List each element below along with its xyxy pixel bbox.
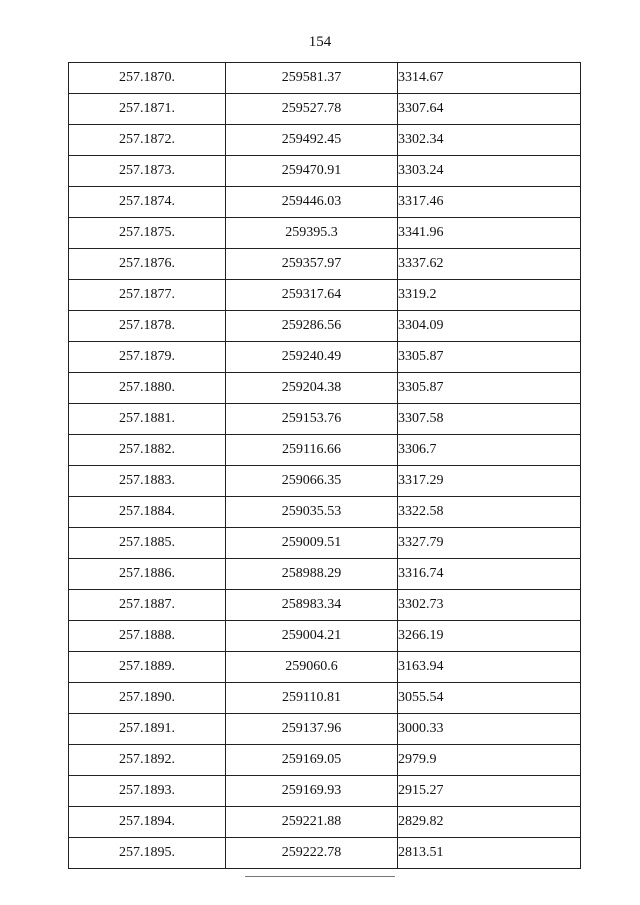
- point-id-cell: 257.1878.: [69, 311, 226, 342]
- y-coordinate-cell: 3307.64: [398, 94, 581, 125]
- y-coordinate-cell: 3163.94: [398, 652, 581, 683]
- table-row: [69, 435, 581, 466]
- table-row: [69, 652, 581, 683]
- x-coordinate-cell: 259240.49: [226, 342, 398, 373]
- y-coordinate-cell: 2813.51: [398, 838, 581, 869]
- table-row: [69, 683, 581, 714]
- y-coordinate-cell: 3305.87: [398, 342, 581, 373]
- table-row: [69, 838, 581, 869]
- y-coordinate-cell: 3306.7: [398, 435, 581, 466]
- x-coordinate-cell: 259060.6: [226, 652, 398, 683]
- point-id-cell: 257.1893.: [69, 776, 226, 807]
- x-coordinate-cell: 259527.78: [226, 94, 398, 125]
- x-coordinate-cell: 259446.03: [226, 187, 398, 218]
- y-coordinate-cell: 3322.58: [398, 497, 581, 528]
- y-coordinate-cell: 3341.96: [398, 218, 581, 249]
- table-row: [69, 528, 581, 559]
- y-coordinate-cell: 3305.87: [398, 373, 581, 404]
- point-id-cell: 257.1874.: [69, 187, 226, 218]
- table-row: [69, 342, 581, 373]
- table-row: [69, 249, 581, 280]
- x-coordinate-cell: 259470.91: [226, 156, 398, 187]
- point-id-cell: 257.1871.: [69, 94, 226, 125]
- point-id-cell: 257.1886.: [69, 559, 226, 590]
- x-coordinate-cell: 259169.05: [226, 745, 398, 776]
- y-coordinate-cell: 3317.29: [398, 466, 581, 497]
- y-coordinate-cell: 3303.24: [398, 156, 581, 187]
- point-id-cell: 257.1876.: [69, 249, 226, 280]
- table-row: [69, 466, 581, 497]
- point-id-cell: 257.1877.: [69, 280, 226, 311]
- x-coordinate-cell: 259286.56: [226, 311, 398, 342]
- table-row: [69, 745, 581, 776]
- x-coordinate-cell: 259009.51: [226, 528, 398, 559]
- y-coordinate-cell: 2915.27: [398, 776, 581, 807]
- table-row: [69, 156, 581, 187]
- point-id-cell: 257.1888.: [69, 621, 226, 652]
- table-row: [69, 373, 581, 404]
- table-row: [69, 776, 581, 807]
- point-id-cell: 257.1882.: [69, 435, 226, 466]
- y-coordinate-cell: 3327.79: [398, 528, 581, 559]
- y-coordinate-cell: 3337.62: [398, 249, 581, 280]
- point-id-cell: 257.1872.: [69, 125, 226, 156]
- x-coordinate-cell: 259357.97: [226, 249, 398, 280]
- x-coordinate-cell: 259492.45: [226, 125, 398, 156]
- table-row: [69, 404, 581, 435]
- table-row: [69, 559, 581, 590]
- x-coordinate-cell: 259317.64: [226, 280, 398, 311]
- table-row: [69, 280, 581, 311]
- x-coordinate-cell: 259110.81: [226, 683, 398, 714]
- x-coordinate-cell: 259004.21: [226, 621, 398, 652]
- table-row: [69, 94, 581, 125]
- x-coordinate-cell: 259035.53: [226, 497, 398, 528]
- table-row: [69, 590, 581, 621]
- point-id-cell: 257.1887.: [69, 590, 226, 621]
- x-coordinate-cell: 259204.38: [226, 373, 398, 404]
- point-id-cell: 257.1894.: [69, 807, 226, 838]
- point-id-cell: 257.1880.: [69, 373, 226, 404]
- table-row: [69, 125, 581, 156]
- coordinates-table: [68, 62, 581, 869]
- x-coordinate-cell: 259066.35: [226, 466, 398, 497]
- x-coordinate-cell: 259169.93: [226, 776, 398, 807]
- point-id-cell: 257.1895.: [69, 838, 226, 869]
- table-row: [69, 311, 581, 342]
- point-id-cell: 257.1881.: [69, 404, 226, 435]
- y-coordinate-cell: 3000.33: [398, 714, 581, 745]
- point-id-cell: 257.1891.: [69, 714, 226, 745]
- x-coordinate-cell: 259153.76: [226, 404, 398, 435]
- x-coordinate-cell: 258988.29: [226, 559, 398, 590]
- coordinates-table-body: [69, 63, 581, 869]
- point-id-cell: 257.1885.: [69, 528, 226, 559]
- x-coordinate-cell: 259137.96: [226, 714, 398, 745]
- point-id-cell: 257.1875.: [69, 218, 226, 249]
- point-id-cell: 257.1879.: [69, 342, 226, 373]
- table-row: [69, 218, 581, 249]
- point-id-cell: 257.1870.: [69, 63, 226, 94]
- x-coordinate-cell: 259395.3: [226, 218, 398, 249]
- page-number: 154: [308, 34, 332, 50]
- y-coordinate-cell: 3266.19: [398, 621, 581, 652]
- y-coordinate-cell: 2829.82: [398, 807, 581, 838]
- x-coordinate-cell: 259222.78: [226, 838, 398, 869]
- y-coordinate-cell: 3055.54: [398, 683, 581, 714]
- x-coordinate-cell: 259116.66: [226, 435, 398, 466]
- table-row: [69, 807, 581, 838]
- x-coordinate-cell: 258983.34: [226, 590, 398, 621]
- y-coordinate-cell: 3317.46: [398, 187, 581, 218]
- point-id-cell: 257.1889.: [69, 652, 226, 683]
- y-coordinate-cell: 3302.34: [398, 125, 581, 156]
- footer-divider: [245, 876, 395, 877]
- y-coordinate-cell: 3319.2: [398, 280, 581, 311]
- y-coordinate-cell: 3304.09: [398, 311, 581, 342]
- point-id-cell: 257.1873.: [69, 156, 226, 187]
- x-coordinate-cell: 259581.37: [226, 63, 398, 94]
- point-id-cell: 257.1883.: [69, 466, 226, 497]
- table-row: [69, 63, 581, 94]
- table-row: [69, 497, 581, 528]
- table-row: [69, 187, 581, 218]
- table-row: [69, 621, 581, 652]
- y-coordinate-cell: 3302.73: [398, 590, 581, 621]
- y-coordinate-cell: 3316.74: [398, 559, 581, 590]
- table-row: [69, 714, 581, 745]
- point-id-cell: 257.1884.: [69, 497, 226, 528]
- x-coordinate-cell: 259221.88: [226, 807, 398, 838]
- y-coordinate-cell: 3314.67: [398, 63, 581, 94]
- y-coordinate-cell: 3307.58: [398, 404, 581, 435]
- point-id-cell: 257.1892.: [69, 745, 226, 776]
- point-id-cell: 257.1890.: [69, 683, 226, 714]
- y-coordinate-cell: 2979.9: [398, 745, 581, 776]
